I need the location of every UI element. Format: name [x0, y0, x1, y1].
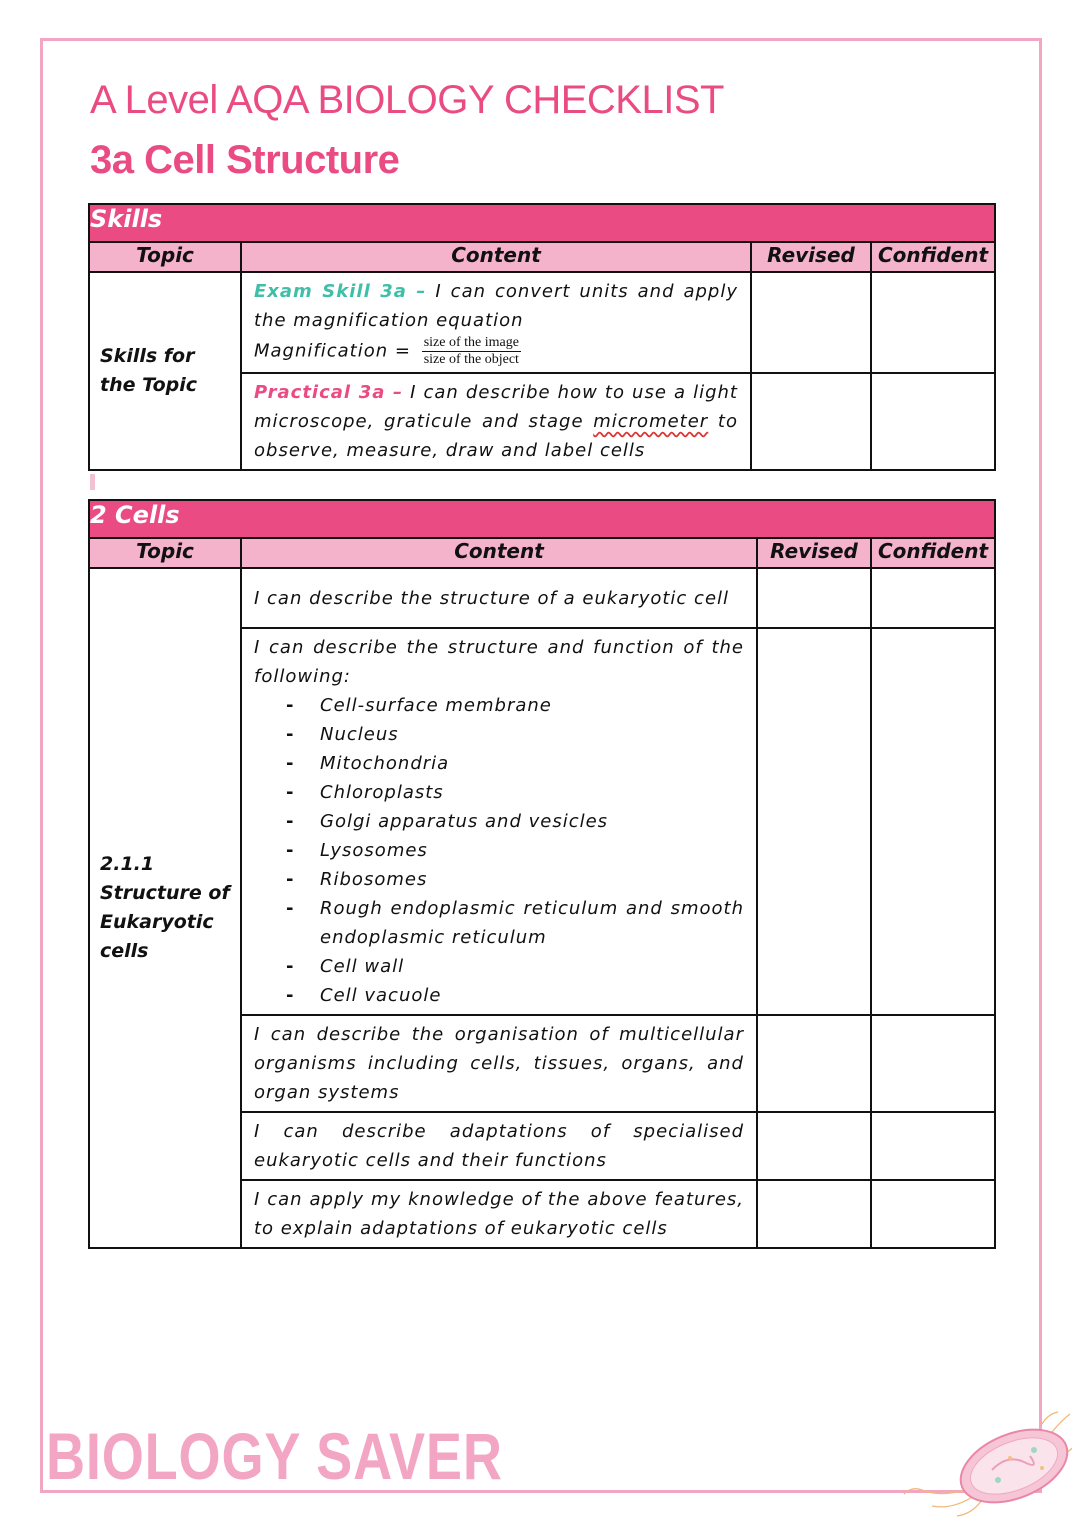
- column-header-confident: Confident: [871, 538, 995, 568]
- page-title: A Level AQA BIOLOGY CHECKLIST: [90, 78, 724, 122]
- magnification-fraction: [422, 335, 521, 368]
- list-item: - Cell vacuole: [286, 981, 744, 1010]
- revised-checkbox-cell[interactable]: [751, 272, 871, 373]
- column-header-revised: Revised: [757, 538, 871, 568]
- revised-checkbox-cell[interactable]: [757, 1180, 871, 1248]
- topic-number: 2.1.1: [100, 853, 155, 875]
- table-row: [89, 272, 995, 373]
- list-item: - Golgi apparatus and vesicles: [286, 807, 744, 836]
- section-heading: Skills: [89, 204, 995, 242]
- list-item: - Cell wall: [286, 952, 744, 981]
- cells-table: [88, 499, 996, 1249]
- topic-name: Structure of Eukaryotic cells: [100, 882, 230, 962]
- list-item: - Ribosomes: [286, 865, 744, 894]
- biology-saver-logo: BIOLOGY SAVER: [46, 1419, 503, 1493]
- fraction-numerator: size of the image: [423, 335, 519, 350]
- list-item: - Mitochondria: [286, 749, 744, 778]
- content-cell: I can apply my knowledge of the above features, to explain adaptations of eukaryotic cells: [241, 1180, 757, 1248]
- column-header-row: [89, 242, 995, 272]
- revised-checkbox-cell[interactable]: [757, 1112, 871, 1180]
- content-cell: I can describe adaptations of specialised eukaryotic cells and their functions: [241, 1112, 757, 1180]
- confident-checkbox-cell[interactable]: [871, 373, 995, 470]
- fraction-denominator: size of the object: [423, 352, 519, 367]
- organelle-list: [254, 691, 744, 1010]
- spellcheck-word: micrometer: [593, 411, 709, 432]
- content-cell: [241, 628, 757, 1015]
- section-header-row: [89, 204, 995, 242]
- practical-label: Practical 3a –: [254, 382, 404, 403]
- column-header-confident: Confident: [871, 242, 995, 272]
- practical-text: I can describe how to use a light microscope, graticule and stage: [254, 382, 738, 432]
- exam-skill-text: I can convert units and apply the magnification equation: [254, 281, 738, 331]
- exam-skill-label: Exam Skill 3a –: [254, 281, 427, 302]
- column-header-topic: Topic: [89, 538, 241, 568]
- confident-checkbox-cell[interactable]: [871, 272, 995, 373]
- page-subtitle: 3a Cell Structure: [90, 138, 400, 182]
- column-header-revised: Revised: [751, 242, 871, 272]
- revised-checkbox-cell[interactable]: [751, 373, 871, 470]
- section-heading: 2 Cells: [89, 500, 995, 538]
- organelle-intro: I can describe the structure and function of the following:: [254, 637, 744, 687]
- confident-checkbox-cell[interactable]: [871, 1112, 995, 1180]
- content-cell: I can describe the organisation of multicellular organisms including cells, tissues, organs, and organ systems: [241, 1015, 757, 1112]
- column-header-topic: Topic: [89, 242, 241, 272]
- table-row: [89, 568, 995, 628]
- practical-text-end: to observe, measure, draw and label cells: [254, 411, 738, 461]
- topic-cell: Skills for the Topic: [89, 272, 241, 470]
- topic-cell: [89, 568, 241, 1248]
- magnification-label: Magnification =: [254, 340, 411, 362]
- list-item: - Lysosomes: [286, 836, 744, 865]
- list-item: - Chloroplasts: [286, 778, 744, 807]
- revised-checkbox-cell[interactable]: [757, 568, 871, 628]
- content-cell: [241, 373, 751, 470]
- list-item: - Cell-surface membrane: [286, 691, 744, 720]
- section-header-row: [89, 500, 995, 538]
- spacer-mark: [90, 474, 95, 490]
- revised-checkbox-cell[interactable]: [757, 1015, 871, 1112]
- revised-checkbox-cell[interactable]: [757, 628, 871, 1015]
- column-header-row: [89, 538, 995, 568]
- confident-checkbox-cell[interactable]: [871, 628, 995, 1015]
- column-header-content: Content: [241, 538, 757, 568]
- confident-checkbox-cell[interactable]: [871, 568, 995, 628]
- confident-checkbox-cell[interactable]: [871, 1180, 995, 1248]
- column-header-content: Content: [241, 242, 751, 272]
- bacterium-cell-icon: [902, 1410, 1072, 1520]
- skills-table: [88, 203, 996, 471]
- list-item: - Rough endoplasmic reticulum and smooth endoplasmic reticulum: [286, 894, 744, 952]
- content-cell: I can describe the structure of a eukaryotic cell: [241, 568, 757, 628]
- list-item: - Nucleus: [286, 720, 744, 749]
- content-cell: [241, 272, 751, 373]
- confident-checkbox-cell[interactable]: [871, 1015, 995, 1112]
